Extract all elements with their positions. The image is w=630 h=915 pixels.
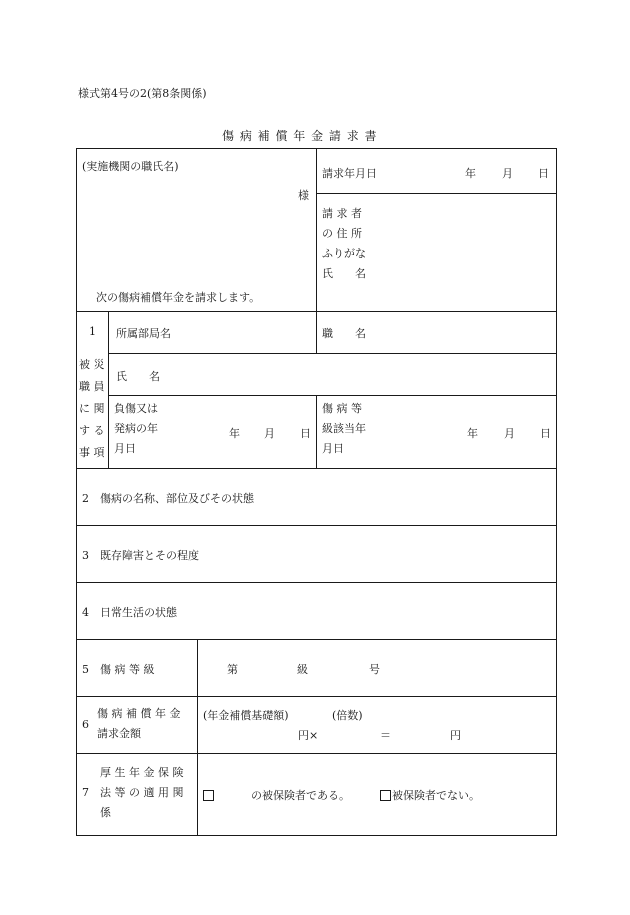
claim-date-day-unit: 日: [538, 167, 549, 180]
employee-name-label: 氏 名: [116, 370, 160, 383]
department-label: 所属部局名: [116, 327, 171, 340]
section4-label: 4 日常生活の状態: [82, 606, 177, 619]
claim-date-month-unit: 月: [502, 167, 513, 180]
injury-date-year-unit: 年: [229, 427, 240, 440]
grade-go: 号: [369, 663, 380, 676]
column-divider: [108, 311, 109, 468]
section6-number: 6: [82, 718, 89, 731]
claimant-address-label: の 住 所: [322, 227, 362, 240]
injury-date-line: 月日: [114, 442, 136, 455]
column-divider: [316, 148, 317, 311]
addressee-label: (実施機関の職氏名): [82, 160, 179, 173]
row-divider: [76, 468, 557, 469]
claim-date-label: 請求年月日: [322, 167, 377, 180]
section6-label-line: 請求金額: [97, 727, 141, 740]
equals-sign: ＝: [380, 729, 391, 742]
position-label: 職 名: [322, 327, 366, 340]
not-insured-checkbox[interactable]: [380, 790, 391, 801]
yen-unit: 円: [450, 729, 461, 742]
section7-label: [100, 763, 183, 823]
form-number: 様式第4号の2(第8条関係): [78, 87, 207, 100]
row-divider: [76, 753, 557, 754]
grade-date-line: 傷 病 等: [322, 402, 362, 415]
claimant-labels: [322, 204, 366, 284]
grade-date-year-unit: 年: [467, 427, 478, 440]
addressee-honorific: 様: [298, 189, 309, 202]
grade-date-line: 級該当年: [322, 422, 366, 435]
option-not-insured-label: 被保険者でない。: [392, 789, 480, 802]
option-insured-label: の被保険者である。: [251, 789, 350, 802]
section1-side-line: す る: [79, 424, 105, 437]
section7-number: 7: [82, 786, 89, 799]
injury-date-label: [114, 399, 158, 459]
column-divider: [197, 639, 198, 836]
column-divider: [316, 395, 317, 468]
section3-label: 3 既存障害とその程度: [82, 549, 199, 562]
request-statement: 次の傷病補償年金を請求します。: [96, 291, 261, 304]
section7-label-line: 係: [100, 806, 111, 819]
section2-label: 2 傷病の名称、部位及びその状態: [82, 492, 254, 505]
row-divider: [76, 639, 557, 640]
form-title: 傷 病 補 償 年 金 請 求 書: [222, 129, 378, 143]
row-divider: [76, 582, 557, 583]
section1-side-label: [79, 354, 105, 464]
base-amount-label: (年金補償基礎額): [203, 709, 289, 722]
injury-date-line: 発病の年: [114, 422, 158, 435]
row-divider: [108, 353, 557, 354]
claimant-address-label: 請 求 者: [322, 207, 362, 220]
grade-kyu: 級: [297, 663, 308, 676]
grade-date-line: 月日: [322, 442, 344, 455]
claimant-furigana-label: ふりがな: [322, 247, 366, 260]
row-divider: [76, 525, 557, 526]
insured-checkbox[interactable]: [203, 790, 214, 801]
multiplier-label: (倍数): [332, 709, 363, 722]
row-divider: [316, 193, 557, 194]
section6-label: [97, 704, 180, 744]
grade-dai: 第: [227, 663, 238, 676]
section1-side-line: 事 項: [79, 446, 105, 459]
injury-date-day-unit: 日: [300, 427, 311, 440]
grade-date-month-unit: 月: [504, 427, 515, 440]
section5-label: 5 傷 病 等 級: [82, 663, 155, 676]
grade-date-label: [322, 399, 366, 459]
section1-side-line: 被 災: [79, 358, 105, 371]
grade-date-day-unit: 日: [540, 427, 551, 440]
claimant-name-label: 氏 名: [322, 267, 366, 280]
section1-side-line: に 関: [79, 402, 105, 415]
claim-date-year-unit: 年: [465, 167, 476, 180]
injury-date-line: 負傷又は: [114, 402, 158, 415]
column-divider: [316, 311, 317, 353]
section1-number: 1: [89, 325, 96, 338]
row-divider: [76, 696, 557, 697]
section7-label-line: 厚 生 年 金 保 険: [100, 766, 184, 779]
section1-side-line: 職 員: [79, 380, 105, 393]
yen-times: 円×: [298, 729, 319, 742]
section6-label-line: 傷 病 補 償 年 金: [97, 707, 181, 720]
row-divider: [108, 395, 557, 396]
injury-date-month-unit: 月: [264, 427, 275, 440]
section7-label-line: 法 等 の 適 用 関: [100, 786, 184, 799]
